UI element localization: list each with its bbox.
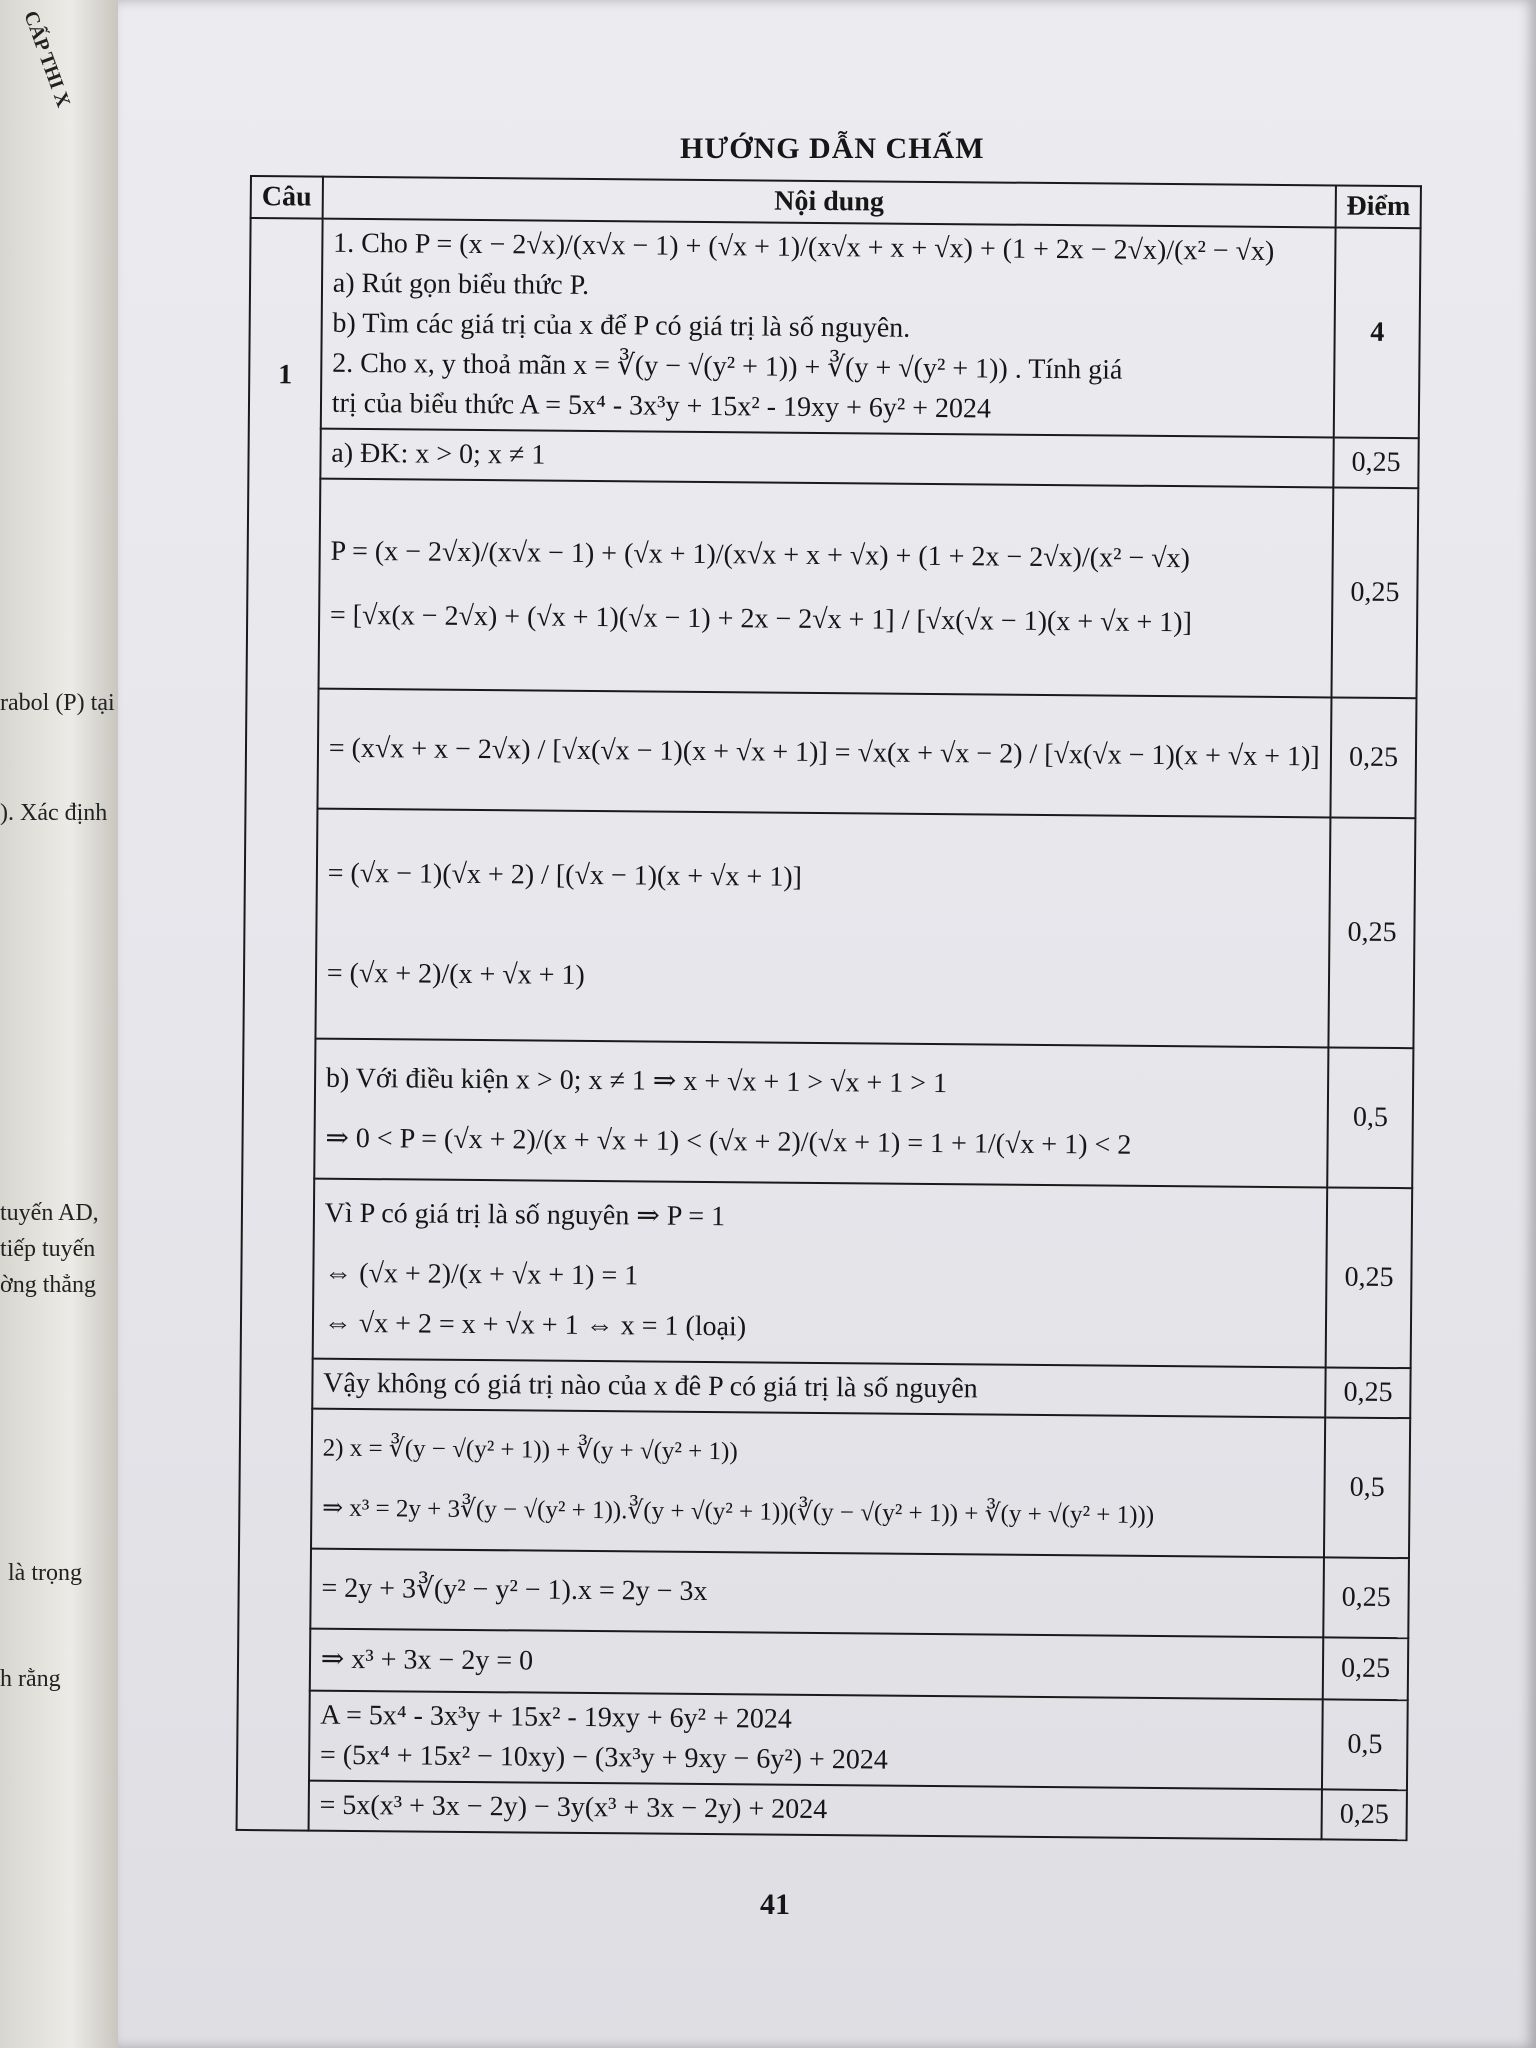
score-cell: 0,25 [1331,487,1419,698]
table-row [238,1628,1409,1700]
left-fragment: ờng thẳng [0,1272,97,1298]
table-row [238,1548,1409,1638]
content-line: ⇒ x³ = 2y + 3∛(y − √(y² + 1)).∛(y + √(y² + 1))(∛(y − √(y² + 1)) + ∛(y + √(y² + 1))) [322,1494,1155,1529]
page-title: HƯỚNG DẪN CHẤM [680,132,985,165]
content-line: Vì P có giá trị là số nguyên ⇒ P = 1 [324,1197,726,1233]
content-cell [320,429,1333,488]
score-cell: 0,25 [1323,1557,1409,1638]
table-row [241,1178,1413,1368]
header-noi-dung: Nội dung [322,177,1335,228]
table-row [247,478,1419,698]
content-line: = 2y + 3∛(y² − y² − 1).x = 2y − 3x [321,1572,708,1608]
question-content [321,219,1336,438]
table-row [242,1038,1414,1188]
score-cell: 0,25 [1325,1187,1412,1368]
content-line: = [√x(x − 2√x) + (√x + 1)(√x − 1) + 2x − 2√x + 1] / [√x(√x − 1)(x + √x + 1)] [329,599,1193,639]
content-cell [309,1691,1323,1790]
score-cell: 0,5 [1324,1417,1411,1558]
content-cell [318,479,1333,698]
question-number: 1 [237,218,323,1831]
content-line: A = 5x⁴ - 3x³y + 15x² - 19xy + 6y² + 2024 [320,1699,792,1735]
content-line: b) Với điều kiện x > 0; x ≠ 1 ⇒ x + √x + 1 > √x + 1 > 1 [325,1062,948,1100]
content-line: = (√x − 1)(√x + 2) / [(√x − 1)(x + √x + 1)] [327,857,803,893]
score-cell: 0,25 [1322,1637,1408,1700]
left-page [0,0,118,2048]
content-cell [315,809,1330,1048]
score-cell: 0,25 [1330,697,1417,818]
content-line: b) Tìm các giá trị của x để P có giá trị là số nguyên. [332,307,911,344]
content-line: P = (x − 2√x)/(x√x − 1) + (√x + 1)/(x√x + x + √x) + (1 + 2x − 2√x)/(x² − √x) [330,535,1191,575]
content-line: = (√x + 2)/(x + √x + 1) [326,957,585,991]
content-cell [308,1781,1321,1840]
content-cell [314,1039,1328,1188]
page-number: 41 [760,1888,790,1921]
score-cell: 0,25 [1325,1367,1411,1418]
table-row [243,808,1415,1048]
score-cell: 4 [1333,227,1421,438]
left-fragment: tiếp tuyến [0,1236,96,1262]
content-cell [312,1359,1325,1418]
content-line: Vậy không có giá trị nào của x đê P có giá trị là số nguyên [323,1367,978,1405]
content-line: = (5x⁴ + 15x² − 10xy) − (3x³y + 9xy − 6y²) + 2024 [319,1739,888,1776]
content-line: ⇒ 0 < P = (√x + 2)/(x + √x + 1) < (√x + 2)/(√x + 1) = 1 + 1/(√x + 1) < 2 [325,1122,1132,1161]
table-row [237,1690,1408,1790]
content-line: ⇒ x³ + 3x − 2y = 0 [320,1643,534,1677]
content-line: 1. Cho P = (x − 2√x)/(x√x − 1) + (√x + 1)/(x√x + x + √x) + (1 + 2x − 2√x)/(x² − √x) [333,227,1275,267]
grading-table [236,175,1423,1841]
left-fragment: tuyến AD, [0,1200,99,1226]
content-line: = 5x(x³ + 3x − 2y) − 3y(x³ + 3x − 2y) + 2024 [319,1789,828,1826]
content-line: 2. Cho x, y thoả mãn x = ∛(y − √(y² + 1)) + ∛(y + √(y² + 1)) . Tính giá [332,347,1123,386]
content-line: ⇔ (√x + 2)/(x + √x + 1) = 1 [324,1257,639,1292]
score-cell: 0,25 [1333,437,1419,488]
left-fragment: ). Xác định [0,800,108,826]
content-line: trị của biểu thức A = 5x⁴ - 3x³y + 15x² - 19xy + 6y² + 2024 [331,387,992,425]
table-row [245,688,1416,818]
left-spine-text: CẤP THI X [19,8,75,111]
table-row [239,1408,1411,1558]
content-cell [310,1629,1323,1700]
left-fragment: là trọng [8,1560,82,1586]
content-cell [311,1409,1325,1558]
content-line: ⇔ √x + 2 = x + √x + 1 ⇔ x = 1 (loại) [323,1307,747,1343]
table-row [237,1780,1408,1840]
header-cau: Câu [251,176,323,219]
left-fragment: rabol (P) tại [0,690,115,716]
score-cell: 0,25 [1321,1789,1407,1840]
content-cell [310,1549,1324,1638]
score-cell: 0,25 [1328,817,1416,1048]
left-fragment: h rằng [0,1666,61,1692]
content-cell [317,689,1331,818]
content-line: a) Rút gọn biểu thức P. [332,267,590,301]
score-cell: 0,5 [1327,1047,1414,1188]
content-line: 2) x = ∛(y − √(y² + 1)) + ∛(y + √(y² + 1)) [322,1434,738,1466]
header-diem: Điểm [1335,185,1421,228]
question-row [249,218,1421,438]
content-line: a) ĐK: x > 0; x ≠ 1 [331,437,546,471]
content-cell [312,1179,1326,1368]
content-line: = (x√x + x − 2√x) / [√x(√x − 1)(x + √x + 1)] = √x(x + √x − 2) / [√x(√x − 1)(x + √x + 1)] [328,732,1320,773]
score-cell: 0,5 [1322,1699,1409,1790]
